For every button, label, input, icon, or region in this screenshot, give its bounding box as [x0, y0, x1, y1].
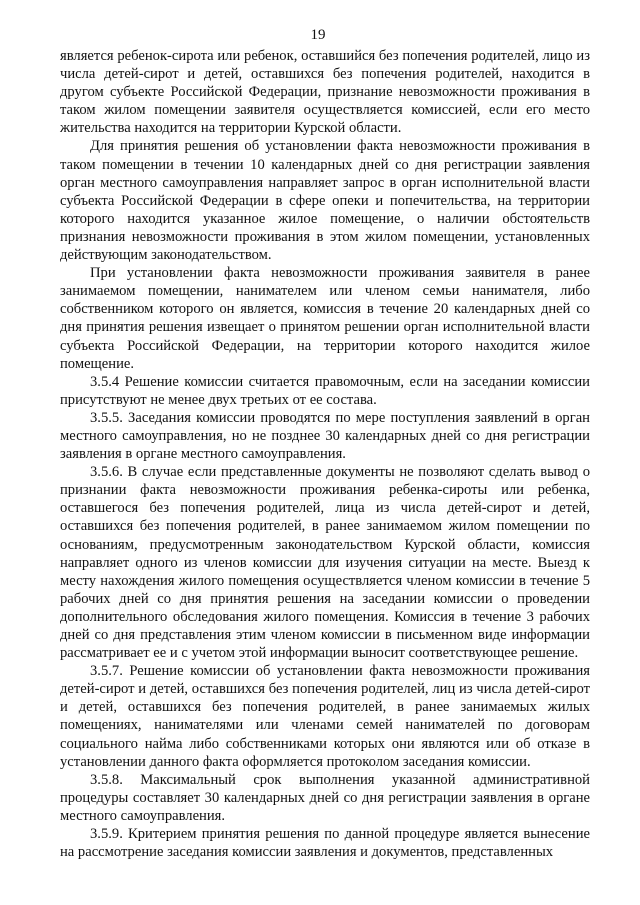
document-page [60, 26, 590, 861]
paragraph-request-procedure: Для принятия решения об установлении факта невозможности проживания в таком помещении в течении 10 календарных дней со дня регистрации заявления орган местного самоуправления направляет запрос в орган исполнительной власти субъекта Российской Федерации в сфере опеки и попечительства, на территории которого находится указанное жилое помещение, о наличии обстоятельств признания невозможности проживания в этом жилом помещении, установленных действующим законодательством. [60, 138, 590, 264]
paragraph-3-5-8: 3.5.8. Максимальный срок выполнения указанной административной процедуры составляет 30 календарных дней со дня регистрации заявления в органе местного самоуправления. [60, 771, 590, 824]
paragraph-notification: При установлении факта невозможности проживания заявителя в ранее занимаемом помещении, нанимателем или членом семьи нанимателя, либо собственником которого он является, комиссия в течение 20 календарных дней со дня принятия решения извещает о принятом решении орган исполнительной власти субъекта Российской Федерации, на территории которого находится жилое помещение. [60, 265, 590, 372]
paragraph-3-5-5: 3.5.5. Заседания комиссии проводятся по мере поступления заявлений в орган местного самоуправления, но не позднее 30 календарных дней со дня регистрации заявления в органе местного самоуправления. [60, 409, 590, 463]
page-number: 19 [310, 27, 326, 43]
paragraph-3-5-9: 3.5.9. Критерием принятия решения по данной процедуре является вынесение на рассмотрение заседания комиссии заявления и документов, представленных [60, 826, 590, 861]
paragraph-3-5-4: 3.5.4 Решение комиссии считается правомочным, если на заседании комиссии присутствуют не менее двух третьих от ее состава. [60, 373, 590, 408]
paragraph-3-5-6: 3.5.6. В случае если представленные документы не позволяют сделать вывод о признании факта невозможности проживания ребенка-сироты или ребенка, оставшегося без попечения родителей, лица из числа детей-сирот и детей, оставшихся без попечения родителей, в ранее занимаемом жилом помещении по основаниям, предусмотренным законодательством Курской области, комиссия направляет одного из членов комиссии для изучения ситуации на месте. Выезд к месту нахождения жилого помещения осуществляется членом комиссии в течение 5 рабочих дней со дня принятия решения на заседании комиссии о проведении дополнительного обследования жилого помещения. Комиссия в течение 3 рабочих дней со дня представления этим членом комиссии в письменном виде информации рассматривает ее и с учетом этой информации выносит соответствующее решение. [60, 464, 590, 662]
paragraph-continuation: является ребенок-сирота или ребенок, оставшийся без попечения родителей, лицо из числа детей-сирот и детей, оставшихся без попечения родителей, находится в другом субъекте Российской Федерации, признание невозможности проживания в таком жилом помещении заявителя осуществляется комиссией, если его место жительства находится на территории Курской области. [60, 48, 590, 137]
paragraph-3-5-7: 3.5.7. Решение комиссии об установлении факта невозможности проживания детей-сирот и детей, оставшихся без попечения родителей, лиц из числа детей-сирот и детей, оставшихся без попечения родителей, в ранее занимаемых жилых помещениях, нанимателями или членами семей нанимателей по договорам социального найма либо собственниками которых они являются или об отказе в установлении данного факта оформляется протоколом заседания комиссии. [60, 663, 590, 770]
